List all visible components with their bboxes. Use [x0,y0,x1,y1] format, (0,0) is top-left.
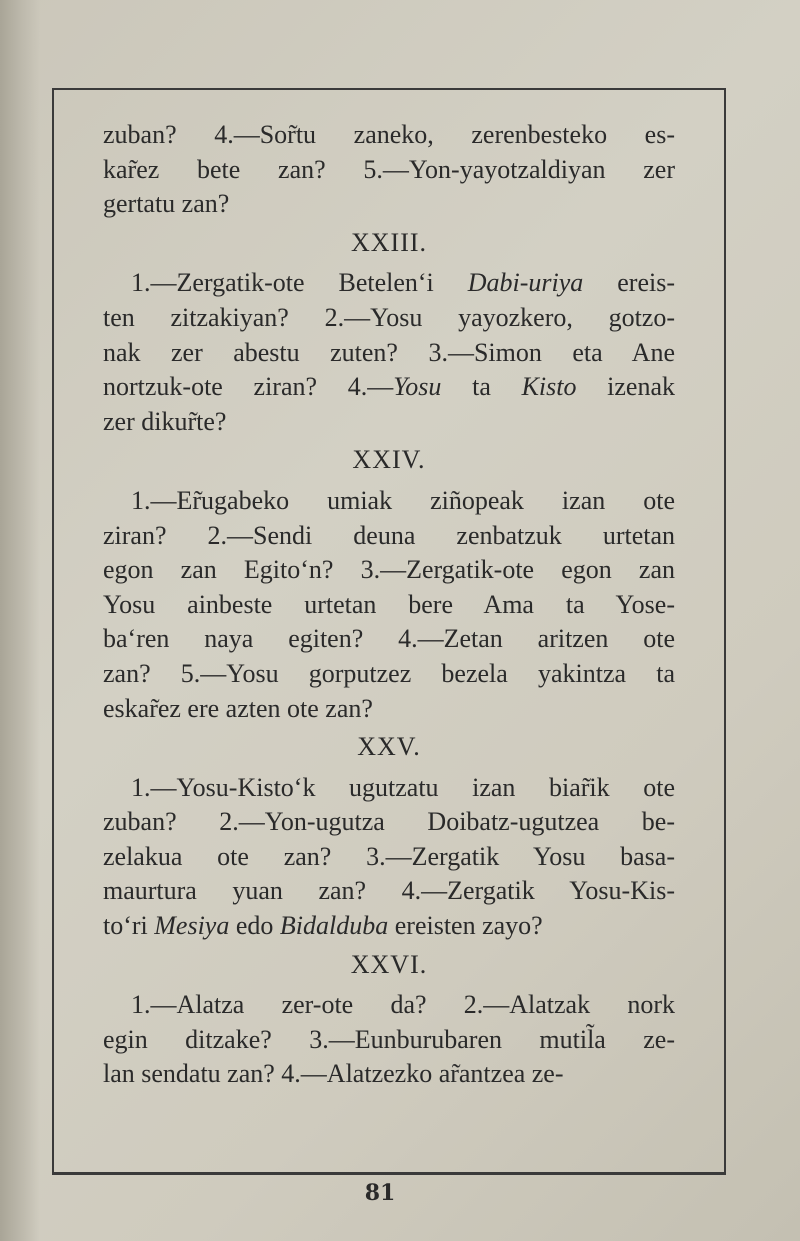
text-run: Yosu ainbeste urtetan bere Ama ta Yose- [103,589,675,619]
intro-paragraph [103,118,675,222]
text-run: zer dikur̃te? [103,406,227,436]
text-line [103,336,675,371]
page-text [103,118,675,1092]
page-number: 81 [364,1180,396,1206]
section-heading: XXIII. [350,227,428,257]
text-run: ta [441,372,522,402]
italic-text: Yosu [393,372,442,402]
intro-line-3: gertatu zan? [103,189,230,219]
section-paragraph [103,988,675,1092]
section-heading: XXVI. [350,949,428,979]
text-run: ereis- [583,268,675,298]
text-run: zelakua ote zan? 3.—Zergatik Yosu basa- [103,841,675,871]
text-line [103,553,675,588]
text-line [103,301,675,336]
intro-line-1: zuban? 4.—Sor̃tu zaneko, zerenbesteko es- [103,120,675,149]
text-run: zan? 5.—Yosu gorputzez bezela yakintza ta [103,658,675,688]
text-line [103,692,675,727]
text-run: ten zitzakiyan? 2.—Yosu yayozkero, gotzo- [103,302,675,332]
sections-container [103,226,675,1092]
text-line [103,405,675,440]
text-run: nak zer abestu zuten? 3.—Simon eta Ane [103,337,675,367]
text-line [103,771,675,806]
section-paragraph [103,266,675,439]
text-line [103,519,675,554]
section-heading: XXIV. [352,445,426,475]
text-run: 1.—Alatza zer-ote da? 2.—Alatzak nork [131,990,675,1020]
italic-text: Dabi-uriya [467,268,584,298]
text-run: ereisten zayo? [388,911,543,941]
text-run: ziran? 2.—Sendi deuna zenbatzuk urtetan [103,520,675,550]
text-line [103,909,675,944]
section-paragraph [103,484,675,726]
text-line [103,874,675,909]
text-line [103,622,675,657]
text-run: maurtura yuan zan? 4.—Zergatik Yosu-Kis- [103,876,675,906]
text-line [103,657,675,692]
intro-line-2: kar̃ez bete zan? 5.—Yon-yayotzaldiyan zer [103,154,675,184]
text-line [103,805,675,840]
italic-text: Mesiya [154,911,230,941]
text-line [103,988,675,1023]
text-run: eskar̃ez ere azten ote zan? [103,693,373,723]
text-run: egon zan Egito‘n? 3.—Zergatik-ote egon zan [103,555,675,585]
text-run: nortzuk-ote ziran? 4.— [103,372,394,402]
section-paragraph [103,771,675,944]
text-run: to‘ri [103,911,155,941]
page-shadow [0,0,40,1241]
text-run: 1.—Yosu-Kisto‘k ugutzatu izan biar̃ik ote [131,772,675,802]
italic-text: Kisto [521,372,577,402]
italic-text: Bidalduba [279,911,389,941]
text-line [103,588,675,623]
text-run: edo [229,911,280,941]
text-line [103,484,675,519]
text-run: 1.—Zergatik-ote Betelen‘i [131,268,468,298]
text-line [103,840,675,875]
text-run: zuban? 2.—Yon-ugutza Doibatz-ugutzea be- [103,807,675,837]
text-run: 1.—Er̃ugabeko umiak ziñopeak izan ote [131,485,675,515]
text-run: lan sendatu zan? 4.—Alatzezko ar̃antzea ze- [103,1059,564,1089]
text-line [103,266,675,301]
text-line [103,370,675,405]
text-run: izenak [576,372,676,402]
text-line [103,1023,675,1058]
text-run: ba‘ren naya egiten? 4.—Zetan aritzen ote [103,624,675,654]
text-run: egin ditzake? 3.—Eunburubaren mutil̃a ze- [103,1024,675,1054]
text-line [103,1057,675,1092]
section-heading: XXV. [357,732,421,762]
